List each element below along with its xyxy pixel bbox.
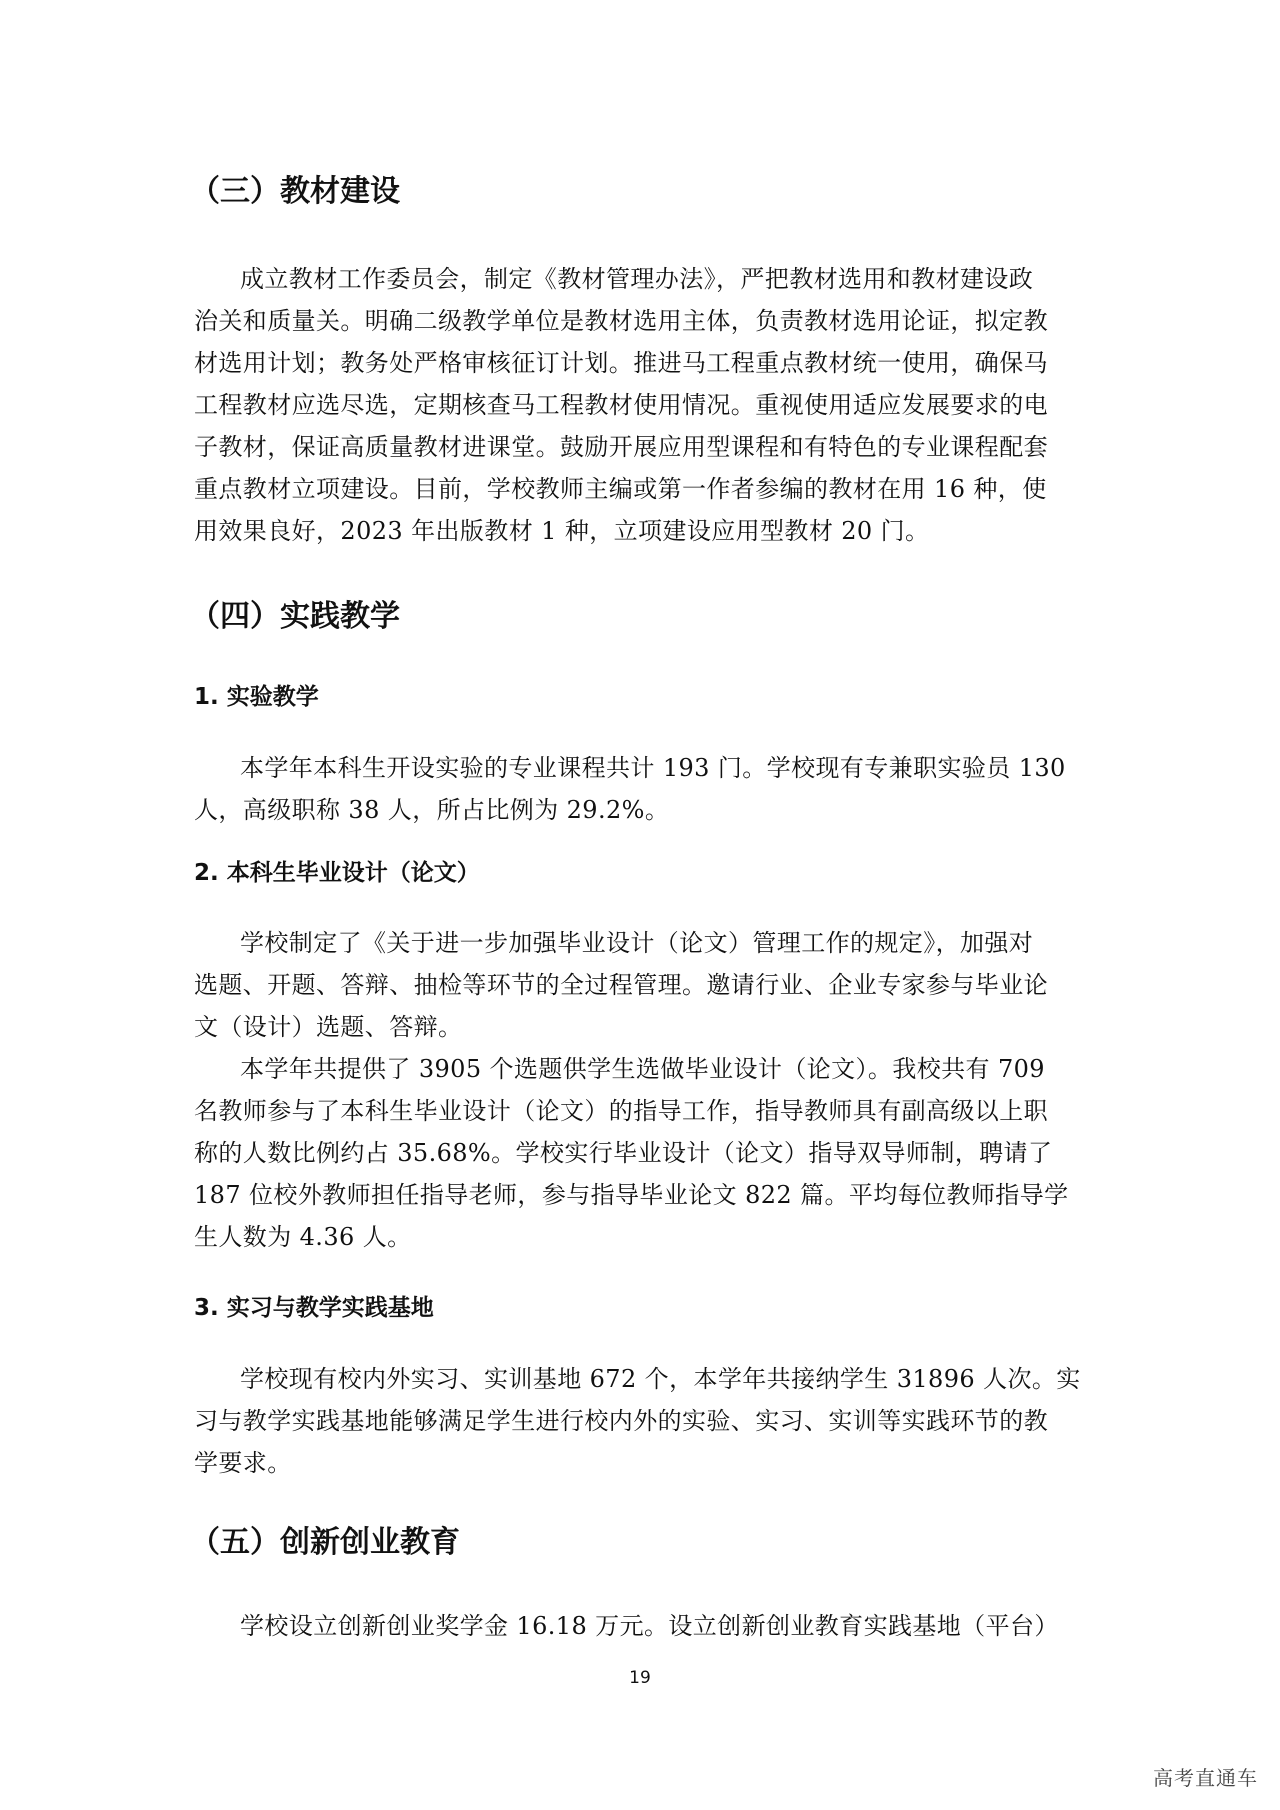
text-line: 材选用计划；教务处严格审核征订计划。推进马工程重点教材统一使用，确保马 bbox=[194, 349, 1048, 377]
text-line: 子教材，保证高质量教材进课堂。鼓励开展应用型课程和有特色的专业课程配套 bbox=[194, 433, 1048, 461]
text-line: 学校现有校内外实习、实训基地 672 个，本学年共接纳学生 31896 人次。实 bbox=[240, 1365, 1081, 1393]
text-line: 习与教学实践基地能够满足学生进行校内外的实验、实习、实训等实践环节的教 bbox=[194, 1407, 1048, 1435]
text-line: 用效果良好，2023 年出版教材 1 种，立项建设应用型教材 20 门。 bbox=[194, 517, 930, 545]
text-line: 名教师参与了本科生毕业设计（论文）的指导工作，指导教师具有副高级以上职 bbox=[194, 1097, 1048, 1125]
text-line: 重点教材立项建设。目前，学校教师主编或第一作者参编的教材在用 16 种，使 bbox=[194, 475, 1047, 503]
text-line: 成立教材工作委员会，制定《教材管理办法》，严把教材选用和教材建设政 bbox=[240, 265, 1034, 293]
paragraph-thesis-1 bbox=[194, 922, 1099, 1048]
watermark: 高考直通车 bbox=[1153, 1766, 1258, 1790]
text-line: 工程教材应选尽选，定期核查马工程教材使用情况。重视使用适应发展要求的电 bbox=[194, 391, 1048, 419]
paragraph-internship bbox=[194, 1358, 1099, 1484]
text-line: 生人数为 4.36 人。 bbox=[194, 1223, 412, 1251]
section-heading-practice: （四）实践教学 bbox=[190, 599, 400, 634]
text-line: 选题、开题、答辩、抽检等环节的全过程管理。邀请行业、企业专家参与毕业论 bbox=[194, 971, 1048, 999]
text-line: 称的人数比例约占 35.68%。学校实行毕业设计（论文）指导双导师制，聘请了 bbox=[194, 1139, 1053, 1167]
text-line: 学校制定了《关于进一步加强毕业设计（论文）管理工作的规定》，加强对 bbox=[240, 929, 1034, 957]
text-line: 学校设立创新创业奖学金 16.18 万元。设立创新创业教育实践基地（平台） bbox=[240, 1612, 1059, 1640]
page-number: 19 bbox=[629, 1668, 651, 1688]
subsection-heading-experiment: 1. 实验教学 bbox=[194, 684, 319, 710]
text-line: 文（设计）选题、答辩。 bbox=[194, 1013, 463, 1041]
section-heading-innovation: （五）创新创业教育 bbox=[190, 1525, 460, 1560]
subsection-heading-internship: 3. 实习与教学实践基地 bbox=[194, 1295, 434, 1321]
section-heading-textbooks: （三）教材建设 bbox=[190, 174, 400, 209]
text-line: 学要求。 bbox=[194, 1449, 292, 1477]
text-line: 人，高级职称 38 人，所占比例为 29.2%。 bbox=[194, 796, 670, 824]
paragraph-innovation bbox=[194, 1605, 1099, 1647]
text-line: 本学年共提供了 3905 个选题供学生选做毕业设计（论文）。我校共有 709 bbox=[240, 1055, 1045, 1083]
text-line: 本学年本科生开设实验的专业课程共计 193 门。学校现有专兼职实验员 130 bbox=[240, 754, 1066, 782]
paragraph-textbooks bbox=[194, 258, 1099, 552]
paragraph-experiment bbox=[194, 747, 1099, 831]
subsection-heading-thesis: 2. 本科生毕业设计（论文） bbox=[194, 860, 480, 886]
text-line: 187 位校外教师担任指导老师，参与指导毕业论文 822 篇。平均每位教师指导学 bbox=[194, 1181, 1069, 1209]
paragraph-thesis-2 bbox=[194, 1048, 1099, 1258]
text-line: 治关和质量关。明确二级教学单位是教材选用主体，负责教材选用论证，拟定教 bbox=[194, 307, 1048, 335]
